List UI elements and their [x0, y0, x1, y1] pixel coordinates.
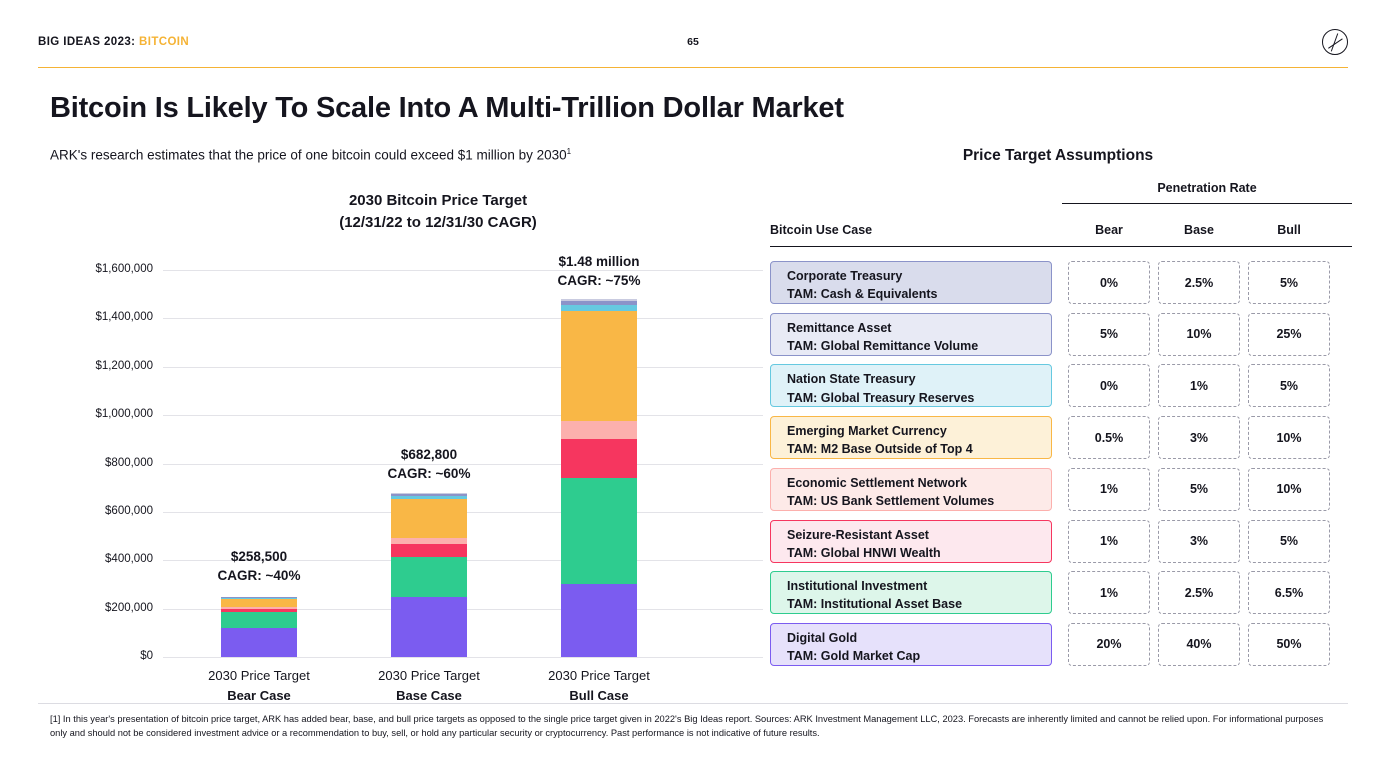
x-axis-label-case: Base Case: [396, 687, 462, 703]
y-axis-tick-label: $1,200,000: [95, 359, 153, 372]
usecase-name: Corporate Treasury: [787, 269, 903, 283]
penetration-value-bull: 5%: [1248, 364, 1330, 407]
bar-segment: [561, 421, 637, 439]
usecase-name: Nation State Treasury: [787, 372, 916, 387]
penetration-value-base: 10%: [1158, 313, 1240, 356]
usecase-row: [770, 364, 1052, 407]
usecase-tam: TAM: Cash & Equivalents: [787, 287, 938, 302]
bar-segment: [391, 544, 467, 557]
bar-stack: [561, 299, 637, 657]
assumptions-title: Price Target Assumptions: [962, 147, 1154, 164]
y-axis-tick-label: $800,000: [105, 456, 153, 469]
penetration-value-bear: 1%: [1068, 520, 1150, 563]
usecase-tam: TAM: Gold Market Cap: [787, 649, 921, 664]
usecase-row: [770, 468, 1052, 511]
page-header: [0, 0, 1386, 68]
bar-segment: [221, 599, 297, 607]
bar-total-label: $682,800: [400, 446, 458, 462]
chart-title: [228, 190, 648, 234]
bar-segment: [561, 584, 637, 657]
usecase-row: [770, 416, 1052, 459]
gridline: [163, 657, 763, 658]
bar-cagr-label: CAGR: ~40%: [217, 568, 301, 584]
bar-total-label: $1.48 million: [558, 254, 640, 270]
x-axis-label-case: Bear Case: [227, 687, 291, 703]
penetration-value-bull: 10%: [1248, 468, 1330, 511]
bar-stack: [391, 493, 467, 657]
penetration-value-base: 40%: [1158, 623, 1240, 666]
penetration-value-bear: 1%: [1068, 571, 1150, 614]
penetration-value-base: 1%: [1158, 364, 1240, 407]
ark-logo-icon: [1322, 29, 1348, 55]
y-axis-labels: [50, 263, 153, 662]
y-axis-tick-label: $1,000,000: [95, 408, 153, 421]
page-subtitle: [50, 147, 571, 163]
assumptions-column-header-bear: Bear: [1095, 223, 1123, 237]
penetration-value-bull: 25%: [1248, 313, 1330, 356]
penetration-value-bull: 5%: [1248, 261, 1330, 304]
penetration-rate-title: Penetration Rate: [1157, 181, 1257, 195]
bar-cagr-label: CAGR: ~60%: [387, 465, 471, 481]
usecase-name: Emerging Market Currency: [787, 424, 947, 439]
gridline: [163, 318, 763, 319]
penetration-value-base: 5%: [1158, 468, 1240, 511]
bar-segment: [391, 499, 467, 538]
penetration-value-bear: 0%: [1068, 261, 1150, 304]
penetration-value-bear: 0%: [1068, 364, 1150, 407]
assumptions-header-divider: [770, 246, 1352, 247]
assumptions-column-header-base: Base: [1184, 223, 1214, 237]
penetration-value-bull: 50%: [1248, 623, 1330, 666]
bar-segment: [561, 439, 637, 478]
footnote-divider: [38, 703, 1348, 704]
bar-segment: [561, 478, 637, 584]
bar-chart: [50, 254, 750, 703]
page-number: 65: [687, 36, 699, 48]
chart-title-line1: 2030 Bitcoin Price Target: [348, 192, 528, 209]
penetration-value-bull: 5%: [1248, 520, 1330, 563]
penetration-value-bear: 20%: [1068, 623, 1150, 666]
penetration-value-base: 2.5%: [1158, 261, 1240, 304]
usecase-name: Economic Settlement Network: [787, 475, 967, 490]
bar-segment: [391, 557, 467, 597]
usecase-row: [770, 571, 1052, 614]
bar-stack: [221, 597, 297, 657]
gridline: [163, 415, 763, 416]
usecase-name: Remittance Asset: [787, 320, 892, 335]
page-title: Bitcoin Is Likely To Scale Into A Multi-Trillion Dollar Market: [50, 92, 844, 124]
usecase-row: [770, 261, 1052, 304]
usecase-tam: TAM: Global Treasury Reserves: [787, 390, 975, 405]
penetration-rule: [1062, 203, 1352, 204]
x-axis-label-case: Bull Case: [569, 687, 629, 703]
bar-segment: [391, 597, 467, 657]
y-axis-tick-label: $600,000: [105, 504, 153, 517]
x-axis-label-top: 2030 Price Target: [548, 668, 650, 683]
penetration-value-bear: 5%: [1068, 313, 1150, 356]
bar-annotation: [499, 253, 699, 291]
footnote: [1] In this year's presentation of bitcoin price target, ARK has added bear, base, and bull price targets as opposed to the single price target given in 2022's Big Ideas report. Sources: ARK Investment Management LLC, 2023. Forecasts are inherently limited and cannot be relied upon. For informational purposes only and should not be considered investment advice or a recommendation to buy, sell, or hold any particular security or cryptocurrency. Past performance is not indicative of future results.: [50, 714, 1324, 739]
page-subtitle-text: ARK's research estimates that the price of one bitcoin could exceed $1 million by 2030: [50, 147, 567, 163]
x-axis-category-label: [499, 666, 699, 705]
bar-annotation: [159, 548, 359, 586]
penetration-value-bear: 0.5%: [1068, 416, 1150, 459]
y-axis-tick-label: $0: [140, 650, 153, 662]
usecase-row: [770, 623, 1052, 666]
header-divider: [38, 67, 1348, 68]
y-axis-tick-label: $200,000: [105, 601, 153, 614]
usecase-tam: TAM: M2 Base Outside of Top 4: [787, 442, 973, 457]
bar-segment: [221, 612, 297, 628]
header-topic-label: BITCOIN: [139, 36, 190, 48]
bar-annotation: [329, 446, 529, 484]
bar-segment: [221, 628, 297, 657]
penetration-value-base: 2.5%: [1158, 571, 1240, 614]
bar-total-label: $258,500: [230, 549, 288, 565]
y-axis-tick-label: $400,000: [105, 553, 153, 566]
y-axis-tick-label: $1,600,000: [95, 263, 153, 275]
usecase-name: Institutional Investment: [787, 579, 928, 594]
usecase-name: Seizure-Resistant Asset: [787, 527, 929, 542]
penetration-value-base: 3%: [1158, 520, 1240, 563]
y-axis-tick-label: $1,400,000: [95, 311, 153, 324]
usecase-tam: TAM: Institutional Asset Base: [787, 597, 963, 612]
usecase-row: [770, 520, 1052, 563]
usecase-tam: TAM: Global Remittance Volume: [787, 338, 979, 353]
gridline: [163, 367, 763, 368]
usecase-row: [770, 313, 1052, 356]
chart-title-line2: (12/31/22 to 12/31/30 CAGR): [339, 213, 537, 231]
assumptions-column-header-bull: Bull: [1277, 223, 1301, 237]
bar-segment: [561, 311, 637, 421]
usecase-tam: TAM: US Bank Settlement Volumes: [787, 493, 995, 508]
bar-cagr-label: CAGR: ~75%: [557, 272, 641, 288]
penetration-value-bull: 10%: [1248, 416, 1330, 459]
usecase-column-header: Bitcoin Use Case: [770, 223, 873, 237]
penetration-value-bear: 1%: [1068, 468, 1150, 511]
penetration-value-base: 3%: [1158, 416, 1240, 459]
footnote-marker: 1: [566, 147, 572, 156]
penetration-value-bull: 6.5%: [1248, 571, 1330, 614]
x-axis-label-top: 2030 Price Target: [208, 668, 310, 683]
header-brand-label: BIG IDEAS 2023:: [38, 36, 136, 48]
usecase-name: Digital Gold: [787, 630, 858, 645]
usecase-tam: TAM: Global HNWI Wealth: [787, 545, 941, 560]
x-axis-label-top: 2030 Price Target: [378, 668, 480, 683]
